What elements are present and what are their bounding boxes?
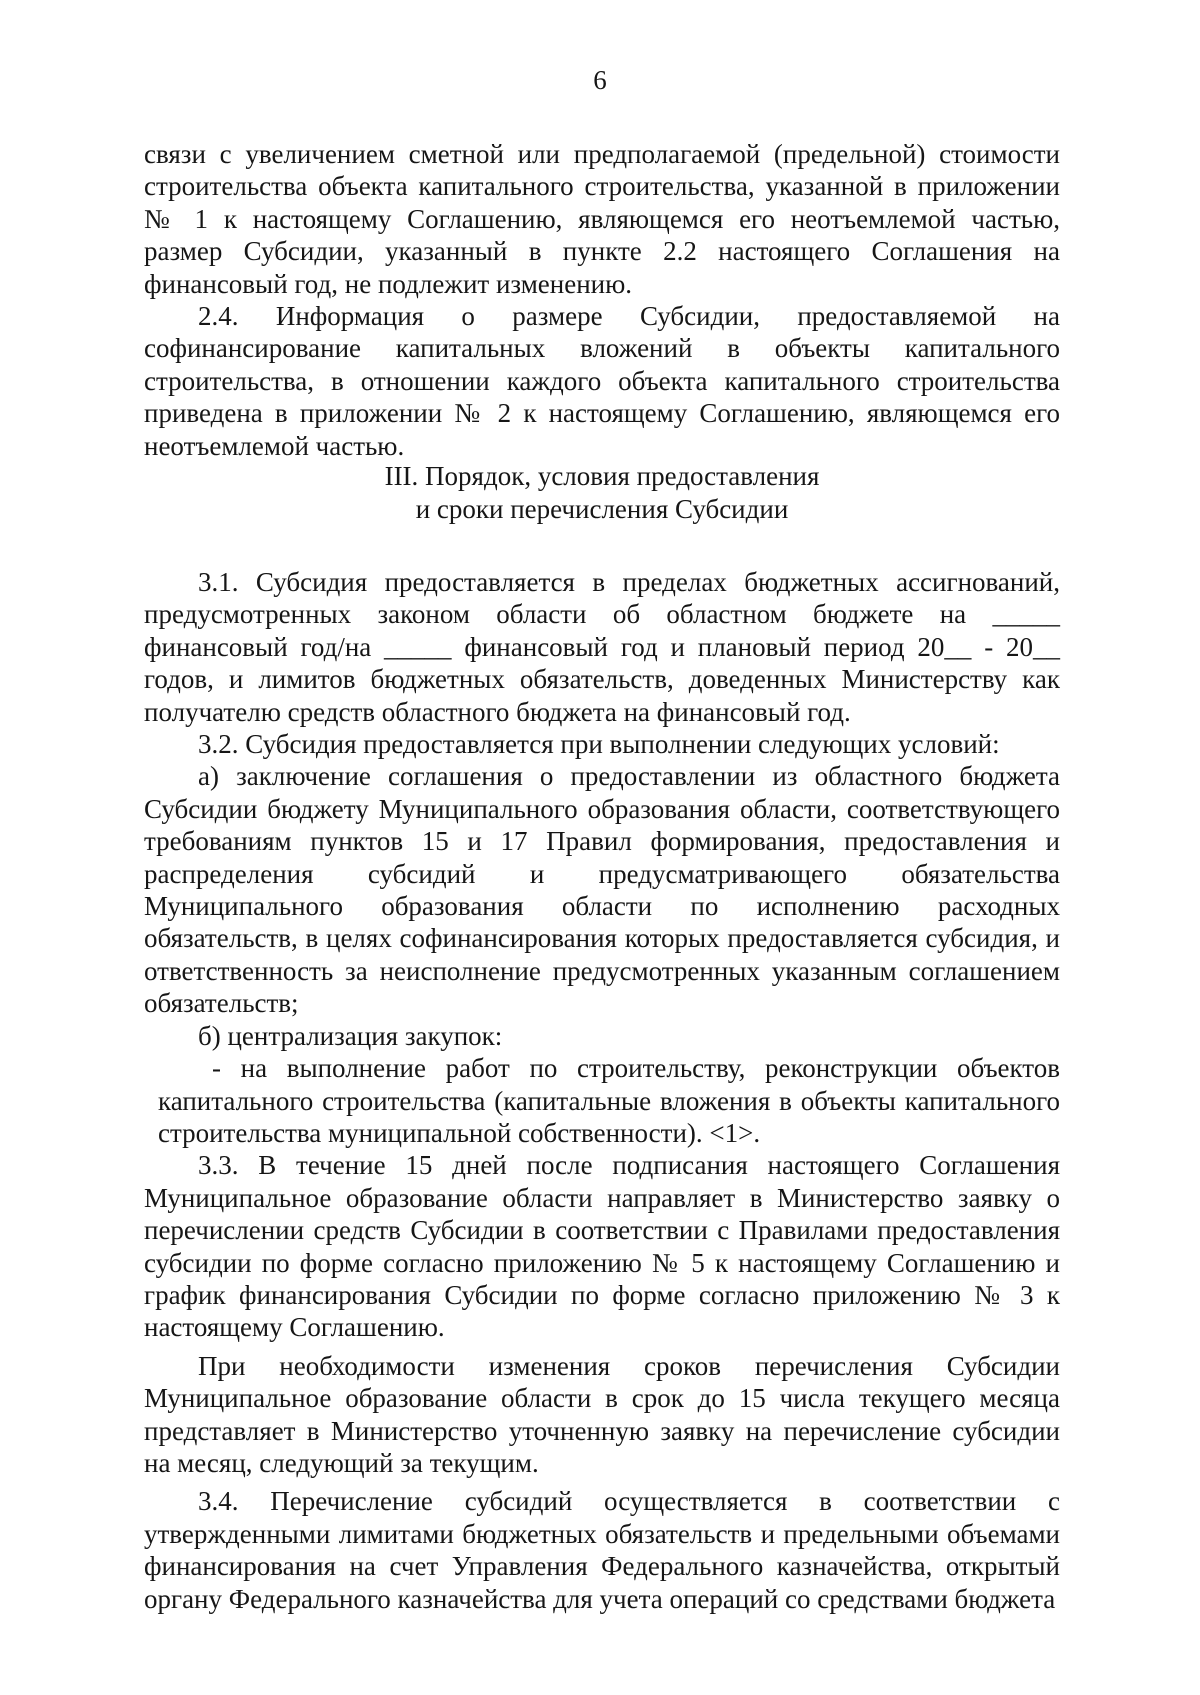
paragraph-3-2: 3.2. Субсидия предоставляется при выполнении следующих условий: <box>198 729 1000 760</box>
paragraph-3-2-b: б) централизация закупок: <box>198 1020 503 1051</box>
paragraph-bullet: - на выполнение работ по строительству, реконструкции объектов капитального строительства (капитальные вложения в объекты капитального строительства муниципальной собственности). <1>. <box>158 1053 1060 1148</box>
paragraph-3-2-a: а) заключение соглашения о предоставлении из областного бюджета Субсидии бюджету Муниципального образования области, соответствующего требованиям пунктов 15 и 17 Правил формирования, предоставления и распределения субсидий и предусматривающего обязательства Муниципального образования области по исполнению расходных обязательств, в целях софинансирования которых предоставляется субсидия, и ответственность за неисполнение предусмотренных указанным соглашением обязательств; <box>144 761 1060 1019</box>
section-3-text <box>144 566 1060 1615</box>
paragraph-3-1: 3.1. Субсидия предоставляется в пределах бюджетных ассигнований, предусмотренных законом области об областном бюджете на _____ финансовый год/на _____ финансовый год и плановый период 20__ - 20__ годов, и лимитов бюджетных обязательств, доведенных Министерству как получателю средств областного бюджета на финансовый год. <box>144 567 1060 727</box>
paragraph-change-terms: При необходимости изменения сроков перечисления Субсидии Муниципальное образование области в срок до 15 числа текущего месяца представляет в Министерство уточненную заявку на перечисление субсидии на месяц, следующий за текущим. <box>144 1350 1060 1478</box>
page-number: 6 <box>593 65 607 95</box>
paragraph-continuation: связи с увеличением сметной или предполагаемой (предельной) стоимости строительства объекта капитального строительства, указанной в приложении № 1 к настоящему Соглашению, являющемся его неотъемлемой частью, размер Субсидии, указанный в пункте 2.2 настоящего Соглашения на финансовый год, не подлежит изменению. <box>144 139 1060 299</box>
heading-line-2: и сроки перечисления Субсидии <box>415 494 789 524</box>
heading-line-1: III. Порядок, условия предоставления <box>384 461 820 491</box>
section-3-heading <box>144 460 1060 526</box>
paragraph-3-3: 3.3. В течение 15 дней после подписания настоящего Соглашения Муниципальное образование области направляет в Министерство заявку о перечислении средств Субсидии в соответствии с Правилами предоставления субсидии по форме согласно приложению № 5 к настоящему Соглашению и график финансирования Субсидии по форме согласно приложению № 3 к настоящему Соглашению. <box>144 1150 1060 1343</box>
paragraph-2-4: 2.4. Информация о размере Субсидии, предоставляемой на софинансирование капитальных вложений в объекты капитального строительства, в отношении каждого объекта капитального строительства приведена в приложении № 2 к настоящему Соглашению, являющемся его неотъемлемой частью. <box>144 301 1060 461</box>
paragraph-3-4: 3.4. Перечисление субсидий осуществляется в соответствии с утвержденными лимитами бюджетных обязательств и предельными объемами финансирования на счет Управления Федерального казначейства, открытый органу Федерального казначейства для учета операций со средствами бюджета <box>144 1486 1060 1614</box>
section-2-text <box>144 138 1060 462</box>
